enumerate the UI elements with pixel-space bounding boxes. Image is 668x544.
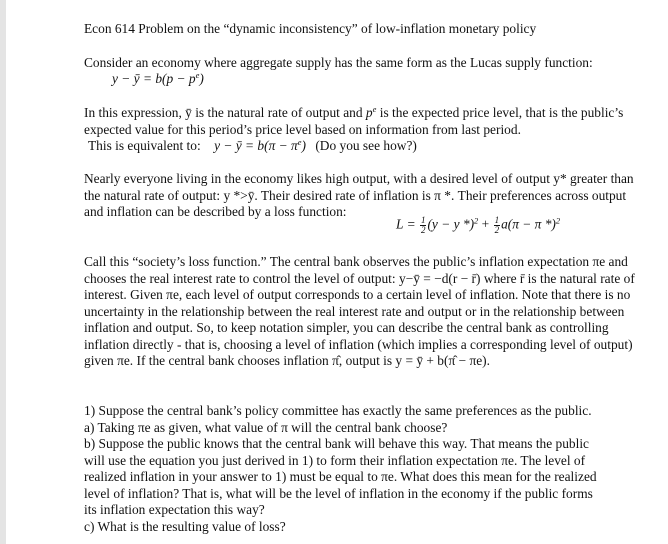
text-pe-before: In this expression, ȳ is the natural rate of output and (84, 105, 363, 120)
question-1b-line-2: will use the equation you just derived in 1) to form their inflation expectation πe. The level of (84, 452, 586, 468)
cb-line-1: Call this “society’s loss function.” The central bank observes the public’s inflation expectation (84, 254, 590, 269)
equation-inflation-supply: y − ȳ = $b(\pi - \pi^e)$ (214, 137, 306, 153)
question-1c: c) What is the resulting value of loss? (84, 518, 286, 534)
equation-loss-function: L = $\frac{1}{2}$ (y − y *)$^2$ + $\frac{1}{2}$ a(π − π *)$^2$ (396, 215, 561, 235)
cb-line-6: describe the central bank as controlling inflation directly - that is, choosing a level of inflation (84, 320, 609, 352)
paragraph-intro: Consider an economy where aggregate supply has the same form as the Lucas supply function: (84, 55, 593, 70)
cb-line-8: output is y = ȳ + b(π̂ − πe). (345, 353, 490, 368)
cb-line-7: (which implies a corresponding level of output) given πe. If the central bank chooses inflation π̂, (84, 336, 633, 368)
cb-line-5: output or in the relationship between inflation and output. So, to keep notation simpler, you can (84, 303, 625, 335)
questions-block (84, 403, 644, 535)
text-pe-after: is the expected price level, that is the public’s expected value for this period’s price level based on information from last period. (84, 105, 624, 137)
symbol-pe: $p^e$ (365, 104, 377, 120)
question-1b-line-5: its inflation expectation this way? (84, 502, 265, 517)
question-1: 1) Suppose the central bank’s policy committee has exactly the same preferences as the public. (84, 403, 592, 418)
question-1a: a) Taking πe as given, what value of π will the central bank choose? (84, 419, 448, 435)
page-edge-shadow (0, 0, 6, 544)
preferences-line-1: Nearly everyone living in the economy likes high output, with a desired level of output y* greater (84, 171, 608, 186)
paragraph-preferences (84, 171, 644, 221)
question-1b-line-1: b) Suppose the public knows that the central bank will behave this way. That means the public (84, 436, 590, 451)
preferences-line-2: than the natural rate of output: y *>ȳ. Their desired rate of inflation is π *. Their preferences (84, 171, 634, 203)
equivalent-line (88, 138, 417, 154)
preferences-line-3: across output and inflation can be described by a loss function: (84, 187, 627, 219)
equivalent-tail: (Do you see how?) (315, 138, 417, 153)
equivalent-label: This is equivalent to: (88, 138, 201, 153)
paragraph-central-bank (84, 254, 644, 370)
document-title: Econ 614 Problem on the “dynamic inconsistency” of low-inflation monetary policy (84, 21, 537, 36)
paragraph-expression (84, 105, 644, 138)
cb-line-2: πe and chooses the real interest rate to control the level of output: y−ȳ = −d(r − r̄) where r̄ is (84, 254, 628, 286)
cb-line-3: the natural rate of interest. Given πe, each level of output corresponds to a certain level of (84, 270, 635, 302)
fraction-half-2: $\frac{1}{2}$ (494, 215, 500, 235)
cb-line-4: inflation. Note that there is no uncertainty in the relationship between the real interest rate and (84, 287, 631, 319)
question-1b-line-4: level of inflation? That is, what will be the level of inflation in the economy if the public forms (84, 485, 593, 501)
fraction-half-1: $\frac{1}{2}$ (420, 215, 426, 235)
question-1b-line-3: realized inflation in your answer to 1) must be equal to πe. What does this mean for the realized (84, 469, 597, 484)
equation-lucas-supply: y − ȳ = $b(p - p^e)$ (112, 70, 204, 86)
